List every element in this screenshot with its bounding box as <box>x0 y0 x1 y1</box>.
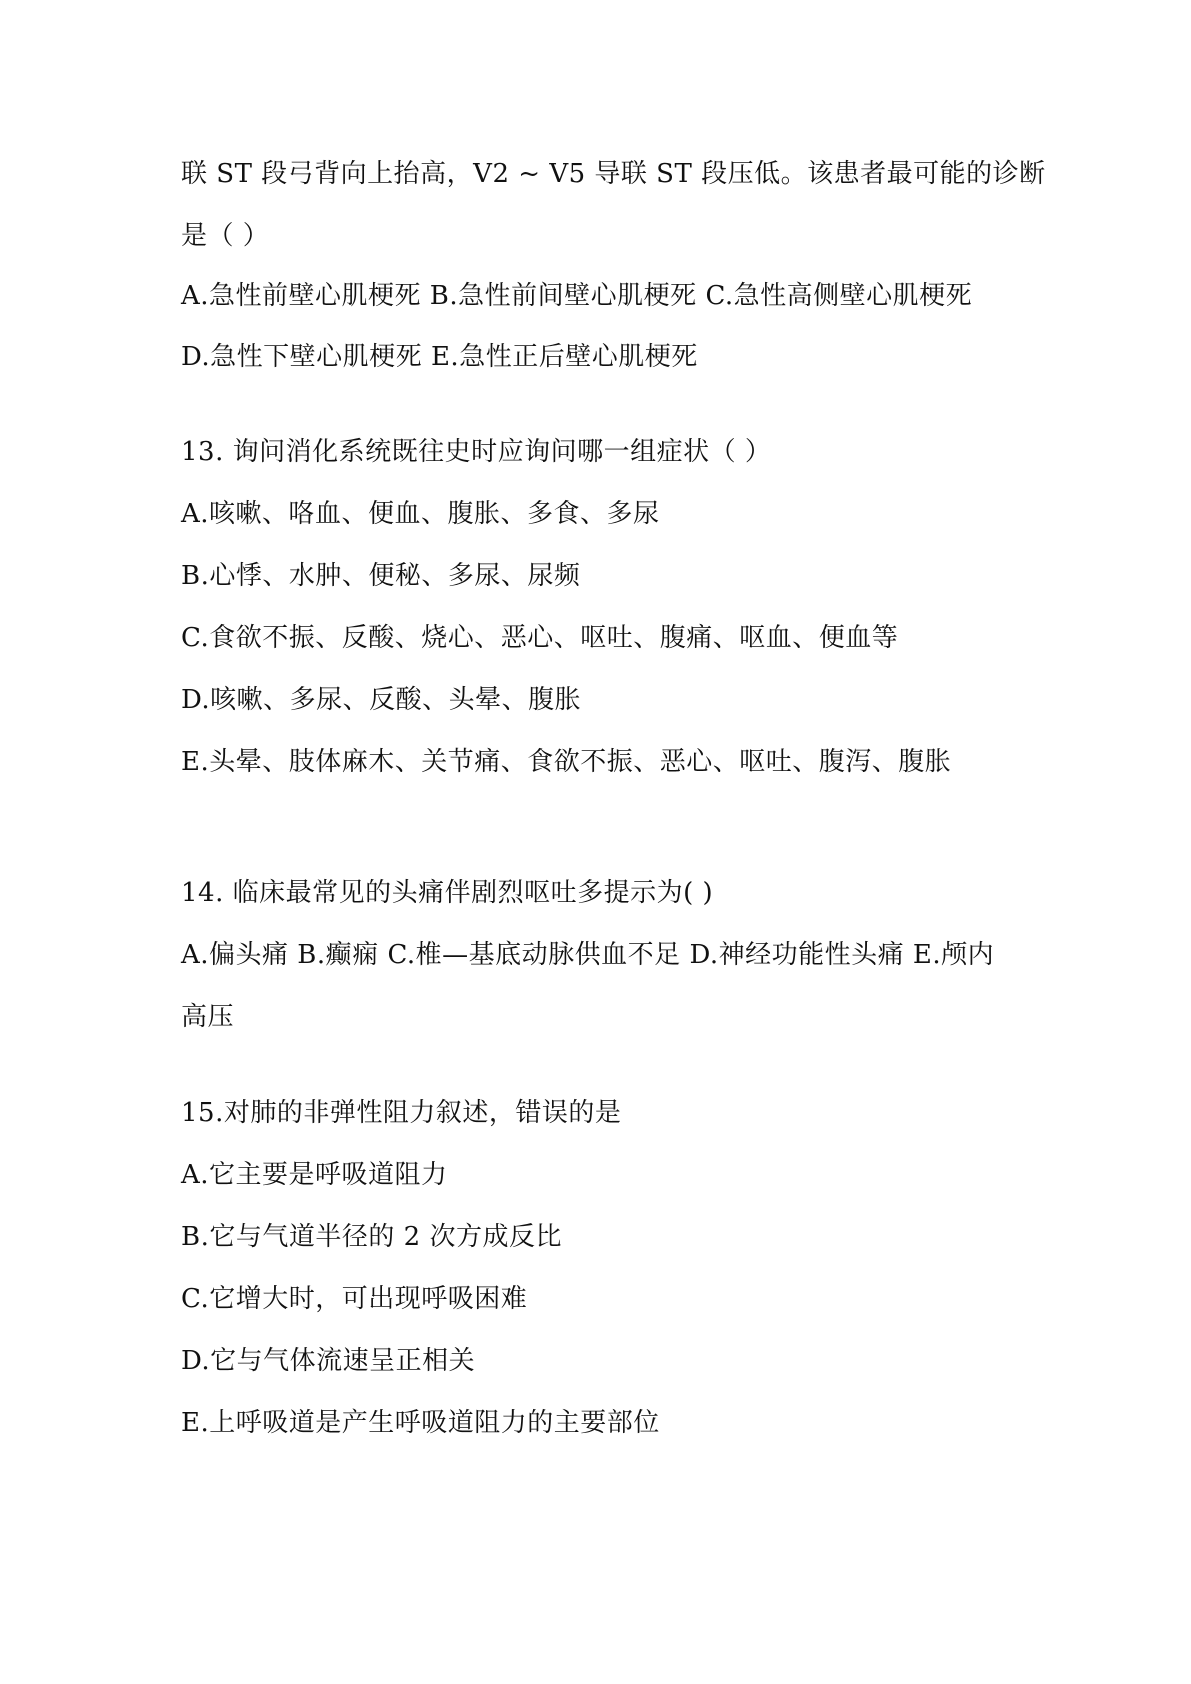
q14-stem: 14. 临床最常见的头痛伴剧烈呕吐多提示为( ) <box>181 878 714 908</box>
q12-options-line1: A.急性前壁心肌梗死 B.急性前间壁心肌梗死 C.急性高侧壁心肌梗死 <box>181 281 973 311</box>
q12-stem-line2: 是（ ） <box>181 221 270 251</box>
q14-options-line2: 高压 <box>181 1002 235 1032</box>
q15-stem: 15.对肺的非弹性阻力叙述，错误的是 <box>181 1098 622 1128</box>
q15-option-b: B.它与气道半径的 2 次方成反比 <box>181 1222 562 1252</box>
q13-option-e: E.头晕、肢体麻木、关节痛、食欲不振、恶心、呕吐、腹泻、腹胀 <box>181 747 952 777</box>
q13-option-b: B.心悸、水肿、便秘、多尿、尿频 <box>181 561 581 591</box>
q13-option-a: A.咳嗽、咯血、便血、腹胀、多食、多尿 <box>181 499 660 529</box>
q15-option-e: E.上呼吸道是产生呼吸道阻力的主要部位 <box>181 1408 660 1438</box>
q13-option-d: D.咳嗽、多尿、反酸、头晕、腹胀 <box>181 685 582 715</box>
q14-options-line1: A.偏头痛 B.癫痫 C.椎—基底动脉供血不足 D.神经功能性头痛 E.颅内 <box>181 940 995 970</box>
q15-option-d: D.它与气体流速呈正相关 <box>181 1346 476 1376</box>
q15-option-a: A.它主要是呼吸道阻力 <box>181 1160 448 1190</box>
q13-stem: 13. 询问消化系统既往史时应询问哪一组症状（ ） <box>181 437 772 467</box>
q12-stem-line1: 联 ST 段弓背向上抬高，V2 ~ V5 导联 ST 段压低。该患者最可能的诊断 <box>181 159 1046 189</box>
q13-option-c: C.食欲不振、反酸、烧心、恶心、呕吐、腹痛、呕血、便血等 <box>181 623 899 653</box>
q15-option-c: C.它增大时，可出现呼吸困难 <box>181 1284 528 1314</box>
q12-options-line2: D.急性下壁心肌梗死 E.急性正后壁心肌梗死 <box>181 342 698 372</box>
